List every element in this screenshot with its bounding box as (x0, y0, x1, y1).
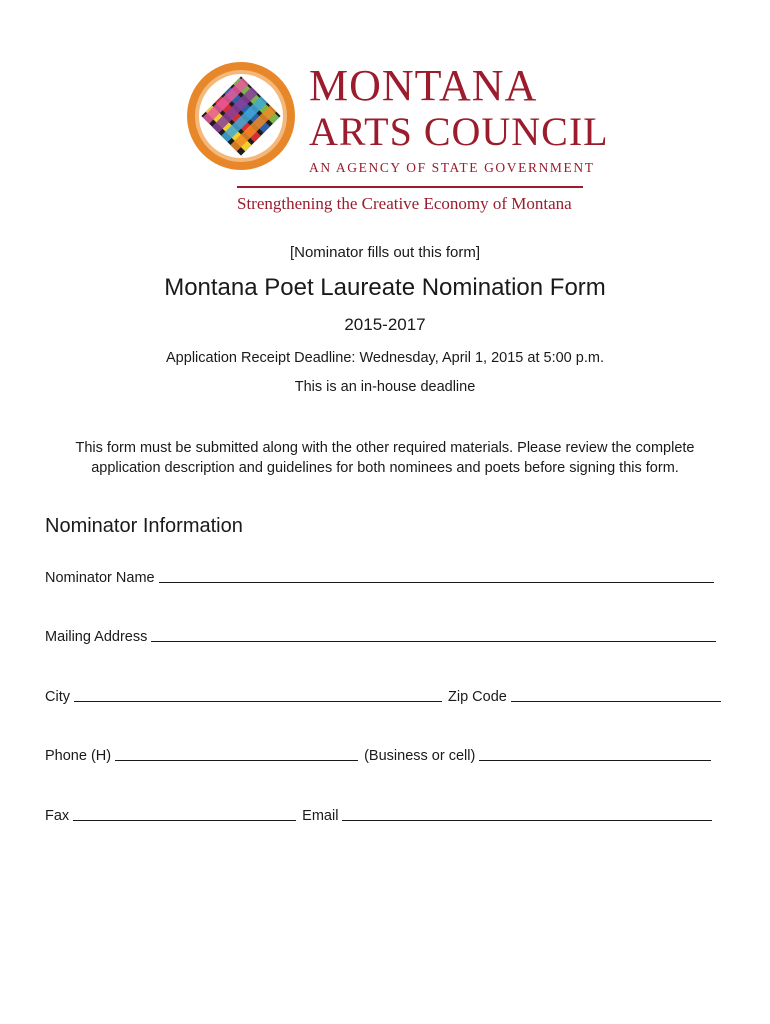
email-field[interactable] (342, 820, 712, 821)
section-title: Nominator Information (45, 515, 243, 537)
montana-arts-council-logo (185, 60, 609, 220)
instructions-paragraph: This form must be submitted along with the other required materials. Please review the complete application description and guidelines for both nominees and poets before signing this form. (75, 440, 695, 476)
mailing-address-field[interactable] (151, 641, 716, 642)
email-label: Email (302, 808, 339, 824)
zip-code-field[interactable] (511, 701, 721, 702)
city-field[interactable] (74, 701, 442, 702)
nominator-name-label: Nominator Name (45, 570, 155, 586)
org-tagline: Strengthening the Creative Economy of Montana (237, 194, 572, 213)
form-years: 2015-2017 (344, 315, 426, 334)
mailing-address-row (45, 629, 716, 645)
form-note: [Nominator fills out this form] (289, 244, 481, 261)
org-name-line1: MONTANA (309, 61, 538, 110)
fax-label: Fax (45, 808, 70, 824)
phone-business-label: (Business or cell) (364, 748, 476, 764)
nominator-name-row (45, 570, 714, 586)
nominator-name-field[interactable] (159, 582, 714, 583)
zip-code-label: Zip Code (447, 689, 507, 705)
phone-business-field[interactable] (479, 760, 711, 761)
phone-row (45, 748, 711, 764)
deadline-text: Application Receipt Deadline: Wednesday, April 1, 2015 at 5:00 p.m. (166, 350, 604, 366)
fax-email-row (45, 808, 712, 824)
phone-home-field[interactable] (115, 760, 358, 761)
inhouse-note: This is an in-house deadline (294, 379, 476, 395)
city-label: City (45, 689, 70, 705)
logo-divider (237, 186, 583, 188)
mailing-address-label: Mailing Address (45, 629, 148, 645)
page-title: Montana Poet Laureate Nomination Form (164, 274, 606, 301)
fax-field[interactable] (73, 820, 296, 821)
phone-home-label: Phone (H) (45, 748, 112, 764)
org-name-line2: ARTS COUNCIL (309, 109, 609, 154)
woven-square-emblem-icon (185, 60, 297, 172)
city-zip-row (45, 689, 721, 705)
org-subtitle: AN AGENCY OF STATE GOVERNMENT (309, 160, 595, 175)
